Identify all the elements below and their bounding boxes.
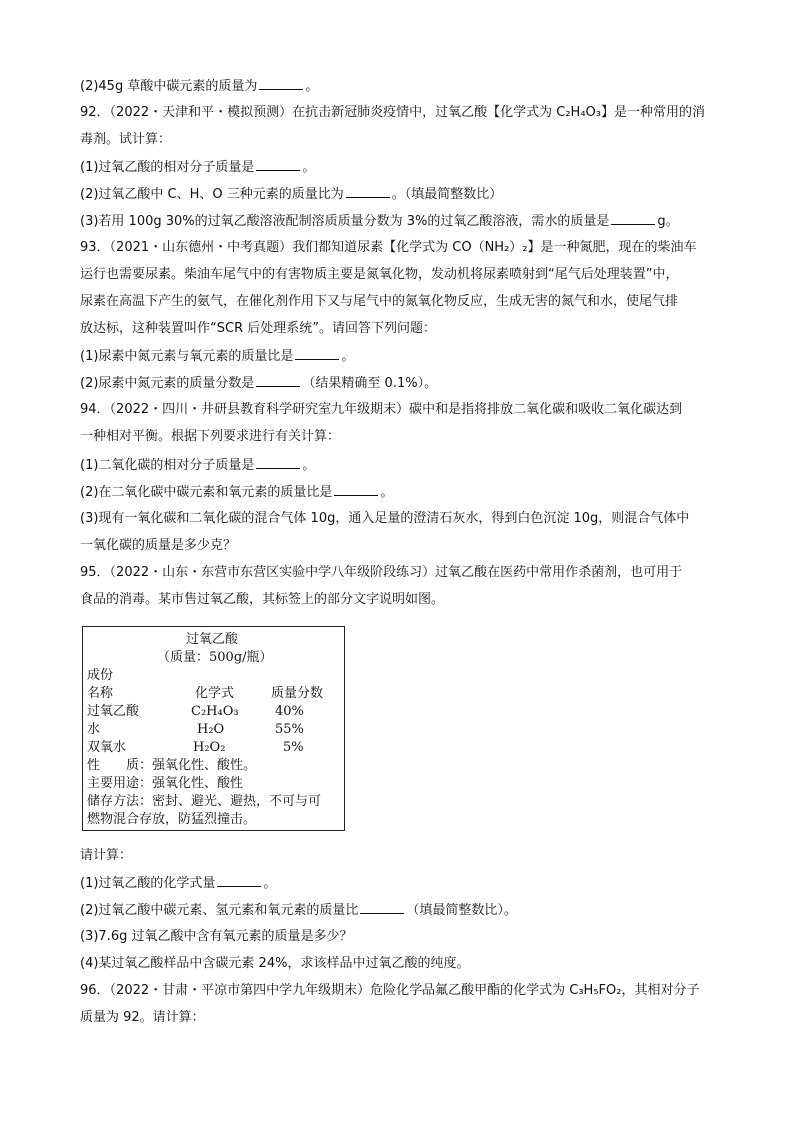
q95-part4: (4)某过氧乙酸样品中含碳元素 24%，求该样品中过氧乙酸的纯度。 [80,956,470,971]
q94-part1: (1)二氧化碳的相对分子质量是 。 [80,458,316,473]
q91-part2: (2)45g 草酸中碳元素的质量为 。 [80,79,319,94]
label-property: 性 质：强氧化性、酸性。 [87,758,257,773]
q93-stem-line2: 运行也需要尿素。柴油车尾气中的有害物质主要是氮氧化物，发动机将尿素喷射到“尾气后处理装置”中， [80,267,679,282]
q93-stem-line1: 93．（2021・山东德州・中考真题）我们都知道尿素【化学式为 CO（NH₂）₂】是一种氮肥，现在的柴油车 [80,240,697,255]
q95-stem-line1: 95．（2022・山东・东营市东营区实验中学八年级阶段练习）过氧乙酸在医药中常用作杀菌剂，也可用于 [80,565,683,580]
q94-part3-line2: 一氧化碳的质量是多少克？ [80,538,237,553]
q92-part1: (1)过氧乙酸的相对分子质量是 。 [80,160,316,175]
answer-blank [217,874,261,887]
q95-stem-line2: 食品的消毒。某市售过氧乙酸，其标签上的部分文字说明如图。 [80,592,445,607]
label-row-name: 水 [87,722,101,737]
label-row-fraction: 5% [283,740,304,755]
product-label [82,626,345,831]
answer-blank [295,347,339,360]
q95-calc-intro: 请计算： [80,848,133,863]
answer-blank [259,77,303,90]
q93-part1: (1)尿素中氮元素与氧元素的质量比是 。 [80,349,355,364]
label-row-formula: C₂H₄O₃ [191,704,239,719]
label-header-name: 名称 [87,686,114,701]
q94-part3-line1: (3)现有一氧化碳和二氧化碳的混合气体 10g，通入足量的澄清石灰水，得到白色沉淀 10g，则混合气体中 [80,511,690,526]
q94-part2: (2)在二氧化碳中碳元素和氧元素的质量比是 。 [80,485,394,500]
q93-part2: (2)尿素中氮元素的质量分数是 （结果精确至 0.1%）。 [80,376,438,391]
q93-stem-line4: 放达标，这种装置叫作“SCR 后处理系统”。请回答下列问题： [80,321,436,336]
label-title: 过氧乙酸 [186,632,239,647]
q95-part2: (2)过氧乙酸中碳元素、氢元素和氧元素的质量比 （填最简整数比）。 [80,903,517,918]
q94-stem-line1: 94．（2022・四川・井研县教育科学研究室九年级期末）碳中和是指将排放二氧化碳和吸收二氧化碳达到 [80,402,683,417]
label-row-fraction: 40% [275,704,304,719]
q93-stem-line3: 尿素在高温下产生的氨气，在催化剂作用下又与尾气中的氮氧化物反应，生成无害的氮气和水，使尾气排 [80,294,679,309]
answer-blank [256,374,300,387]
q95-part3: (3)7.6g 过氧乙酸中含有氧元素的质量是多少？ [80,929,353,944]
answer-blank [256,158,300,171]
answer-blank [334,483,378,496]
answer-blank [611,212,655,225]
label-storage-line2: 燃物混合存放，防猛烈撞击。 [87,812,257,827]
label-section: 成份 [87,668,114,683]
label-row-name: 过氧乙酸 [87,704,140,719]
label-row-formula: H₂O [197,722,225,737]
label-subtitle: （质量：500g/瓶） [157,650,273,665]
q92-part2: (2)过氧乙酸中 C、H、O 三种元素的质量比为 。（填最简整数比） [80,187,503,202]
label-storage-line1: 储存方法：密封、避光、避热，不可与可 [87,794,322,809]
label-usage: 主要用途：强氧化性、酸性 [87,776,244,791]
label-row-formula: H₂O₂ [193,740,226,755]
q96-stem-line1: 96．（2022・甘肃・平凉市第四中学九年级期末）危险化学品氟乙酸甲酯的化学式为 C₃H₅FO₂，其相对分子 [80,983,700,998]
answer-blank [360,901,404,914]
answer-blank [256,456,300,469]
label-header-fraction: 质量分数 [271,686,324,701]
q96-stem-line2: 质量为 92。请计算： [80,1010,205,1025]
q92-stem-line2: 毒剂。试计算： [80,132,172,147]
label-row-fraction: 55% [275,722,304,737]
q94-stem-line2: 一种相对平衡。根据下列要求进行有关计算： [80,429,341,444]
answer-blank [346,185,390,198]
label-header-formula: 化学式 [195,686,235,701]
q95-part1: (1)过氧乙酸的化学式量 。 [80,876,277,891]
q92-part3: (3)若用 100g 30%的过氧乙酸溶液配制溶质质量分数为 3%的过氧乙酸溶液，需水的质量是 g。 [80,214,679,229]
q92-stem-line1: 92．（2022・天津和平・模拟预测）在抗击新冠肺炎疫情中，过氧乙酸【化学式为 C₂H₄O₃】是一种常用的消 [80,105,705,120]
label-row-name: 双氧水 [87,740,127,755]
